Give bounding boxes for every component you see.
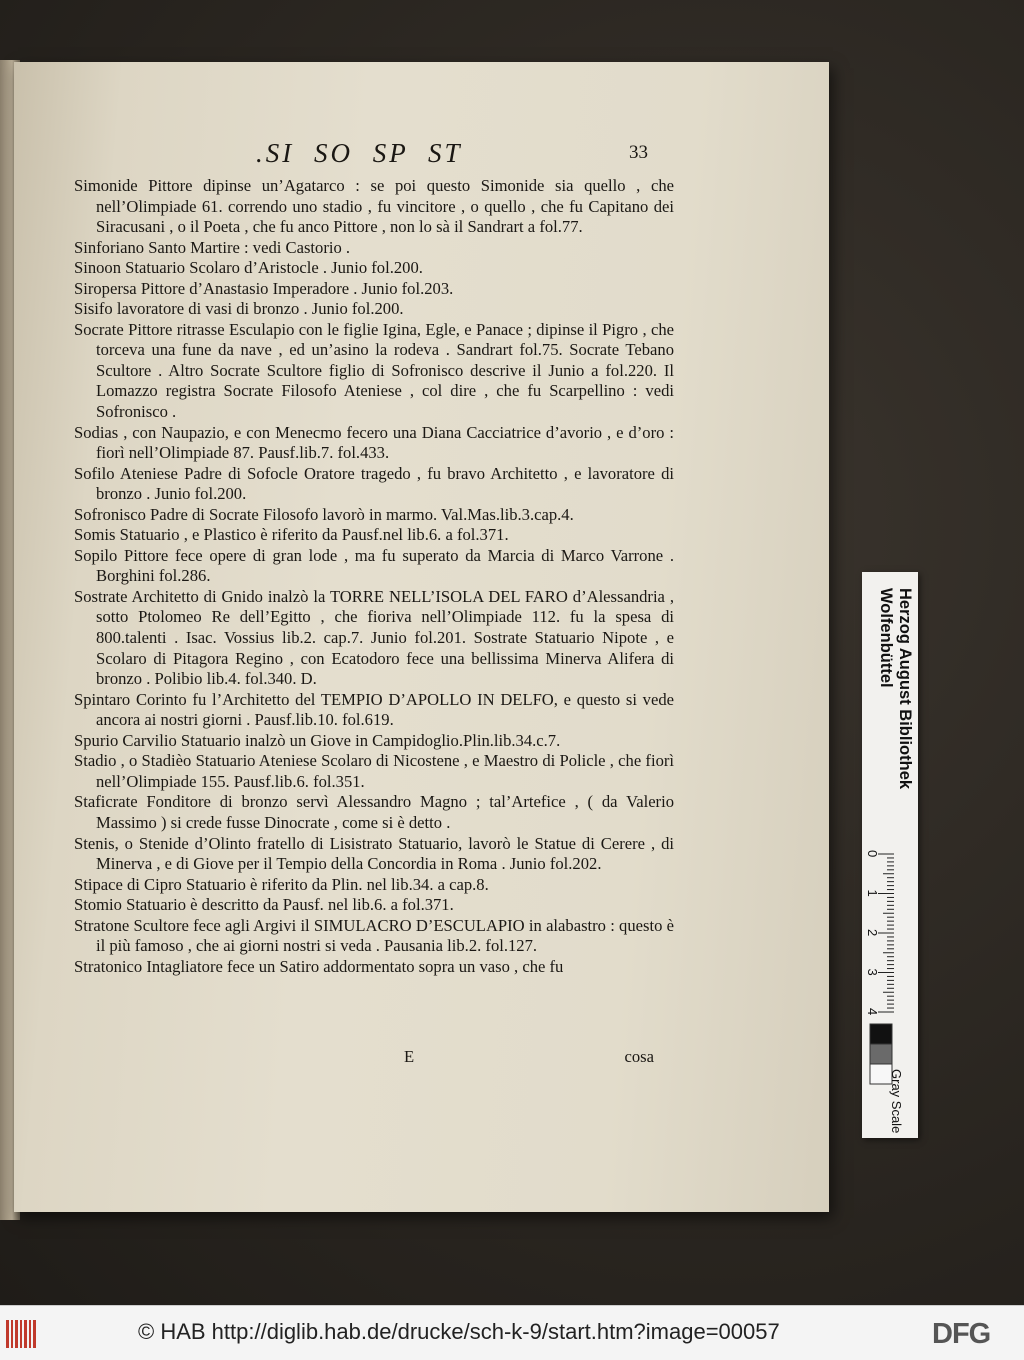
entry-sostrate: Sostrate Architetto di Gnido inalzò la TORRE NELL’ISOLA DEL FARO d’Alessandria , sotto Ptolomeo Re dell’Egitto , che fioriva nell’Olimpiade 112. fu la spesa di 800.talenti . Isac. Vossius lib.2. cap.7. Junio fol.201. Sostrate Statuario Nipote , e Scolaro di Pitagora Regino , con Ecatodoro fece una bellissima Minerva Alifera di bronzo . Polibio lib.4. fol.340. D. (74, 586, 674, 689)
entry-sopilo: Sopilo Pittore fece opere di gran lode , ma fu superato da Marcia di Marco Varrone . Borghini fol.286. (74, 545, 674, 586)
entry-stomio: Stomio Statuario è descritto da Pausf. nel lib.6. a fol.371. (74, 895, 454, 915)
running-head: .SI SO SP ST (256, 138, 463, 168)
dictionary-entries (74, 176, 674, 977)
copyright-link[interactable]: © HAB http://diglib.hab.de/drucke/sch-k-9/start.htm?image=00057 (138, 1319, 780, 1344)
entry-siropersa: Siropersa Pittore d’Anastasio Imperadore . Junio fol.203. (74, 278, 454, 298)
entry-somis: Somis Statuario , e Plastico è riferito da Pausf.nel lib.6. a fol.371. (74, 525, 509, 545)
entry-simonide: Simonide Pittore dipinse un’Agatarco : se poi questo Simonide sia quello , che nell’Olimpiade 61. correndo uno stadio , fu vincitore , o quello , che fu Capitano dei Siracusani , o il Poeta , che fu anco Pittore , non lo sà il Sandrart a fol.77. (74, 176, 674, 237)
entry-spintaro: Spintaro Corinto fu l’Architetto del TEMPIO D’APOLLO IN DELFO, e questo si vede ancora ai nostri giorni . Pausf.lib.10. fol.619. (74, 689, 674, 730)
scale-card (862, 572, 918, 1138)
ruler-tick-label: 2 (865, 929, 880, 937)
hab-barcode-logo-icon (6, 1320, 36, 1348)
entry-socrate: Socrate Pittore ritrasse Esculapio con le figlie Igina, Egle, e Panace ; dipinse il Pigro , che torceva una fune da nave , ed un’asino la rodeva . Sandrart fol.75. Socrate Tebano Scultore . Altro Socrate Scultore figlio di Sofronisco descrive il Junio a fol.220. Il Lomazzo registra Socrate Filosofo Ateniese , col dire , che fu Scarpellino : vedi Sofronisco . (74, 319, 674, 422)
signature-mark: E (404, 1047, 415, 1066)
footer-bar (0, 1305, 1024, 1360)
entry-sinforiano: Sinforiano Santo Martire : vedi Castorio . (74, 237, 351, 257)
page-footer-line (74, 1047, 674, 1069)
library-name-line1: Herzog August Bibliothek (896, 588, 914, 790)
entry-sofronisco: Sofronisco Padre di Socrate Filosofo lavorò in marmo. Val.Mas.lib.3.cap.4. (74, 504, 574, 524)
entry-stipace: Stipace di Cipro Statuario è riferito da Plin. nel lib.34. a cap.8. (74, 874, 489, 894)
gray-scale-label: Gray Scale (889, 1069, 904, 1134)
ruler-tick-label: 4 (865, 1008, 880, 1016)
library-name-line2: Wolfenbüttel (877, 588, 895, 688)
library-name (874, 588, 914, 1148)
entry-spurio: Spurio Carvilio Statuario inalzò un Giove in Campidoglio.Plin.lib.34.c.7. (74, 730, 561, 750)
page-number: 33 (629, 142, 648, 163)
dfg-logo: DFG (932, 1318, 991, 1350)
catchword: cosa (624, 1047, 654, 1066)
entry-sisifo: Sisifo lavoratore di vasi di bronzo . Junio fol.200. (74, 299, 404, 319)
page-header (256, 138, 676, 172)
entry-sofilo: Sofilo Ateniese Padre di Sofocle Oratore tragedo , fu bravo Architetto , e lavoratore di bronzo . Junio fol.200. (74, 463, 674, 504)
entry-staficrate: Staficrate Fonditore di bronzo servì Alessandro Magno ; tal’Artefice , ( da Valerio Massimo ) si crede fusse Dinocrate , come si è detto . (74, 792, 674, 832)
entry-stratonico: Stratonico Intagliatore fece un Satiro addormentato sopra un vaso , che fu (74, 956, 564, 976)
entry-stadio: Stadio , o Stadièo Statuario Ateniese Scolaro di Nicostene , e Maestro di Policle , che fiorì nell’Olimpiade 155. Pausf.lib.6. fol.351. (74, 751, 674, 791)
ruler-tick-label: 0 (865, 850, 880, 858)
ruler-tick-label: 1 (865, 889, 880, 897)
ruler-tick-label: 3 (865, 968, 880, 976)
entry-sodias: Sodias , con Naupazio, e con Menecmo fecero una Diana Cacciatrice d’avorio , e d’oro : fiorì nell’Olimpiade 87. Pausf.lib.7. fol.433. (74, 422, 674, 463)
entry-stenis: Stenis, o Stenide d’Olinto fratello di Lisistrato Statuario, lavorò le Statue di Cerere , di Minerva , e di Giove per il Tempio della Concordia in Roma . Junio fol.202. (74, 833, 674, 874)
entry-stratone: Stratone Scultore fece agli Argivi il SIMULACRO D’ESCULAPIO in alabastro : questo è il più famoso , che ai giorni nostri si veda . Pausania lib.2. fol.127. (74, 915, 674, 956)
entry-sinoon: Sinoon Statuario Scolaro d’Aristocle . Junio fol.200. (74, 258, 423, 278)
